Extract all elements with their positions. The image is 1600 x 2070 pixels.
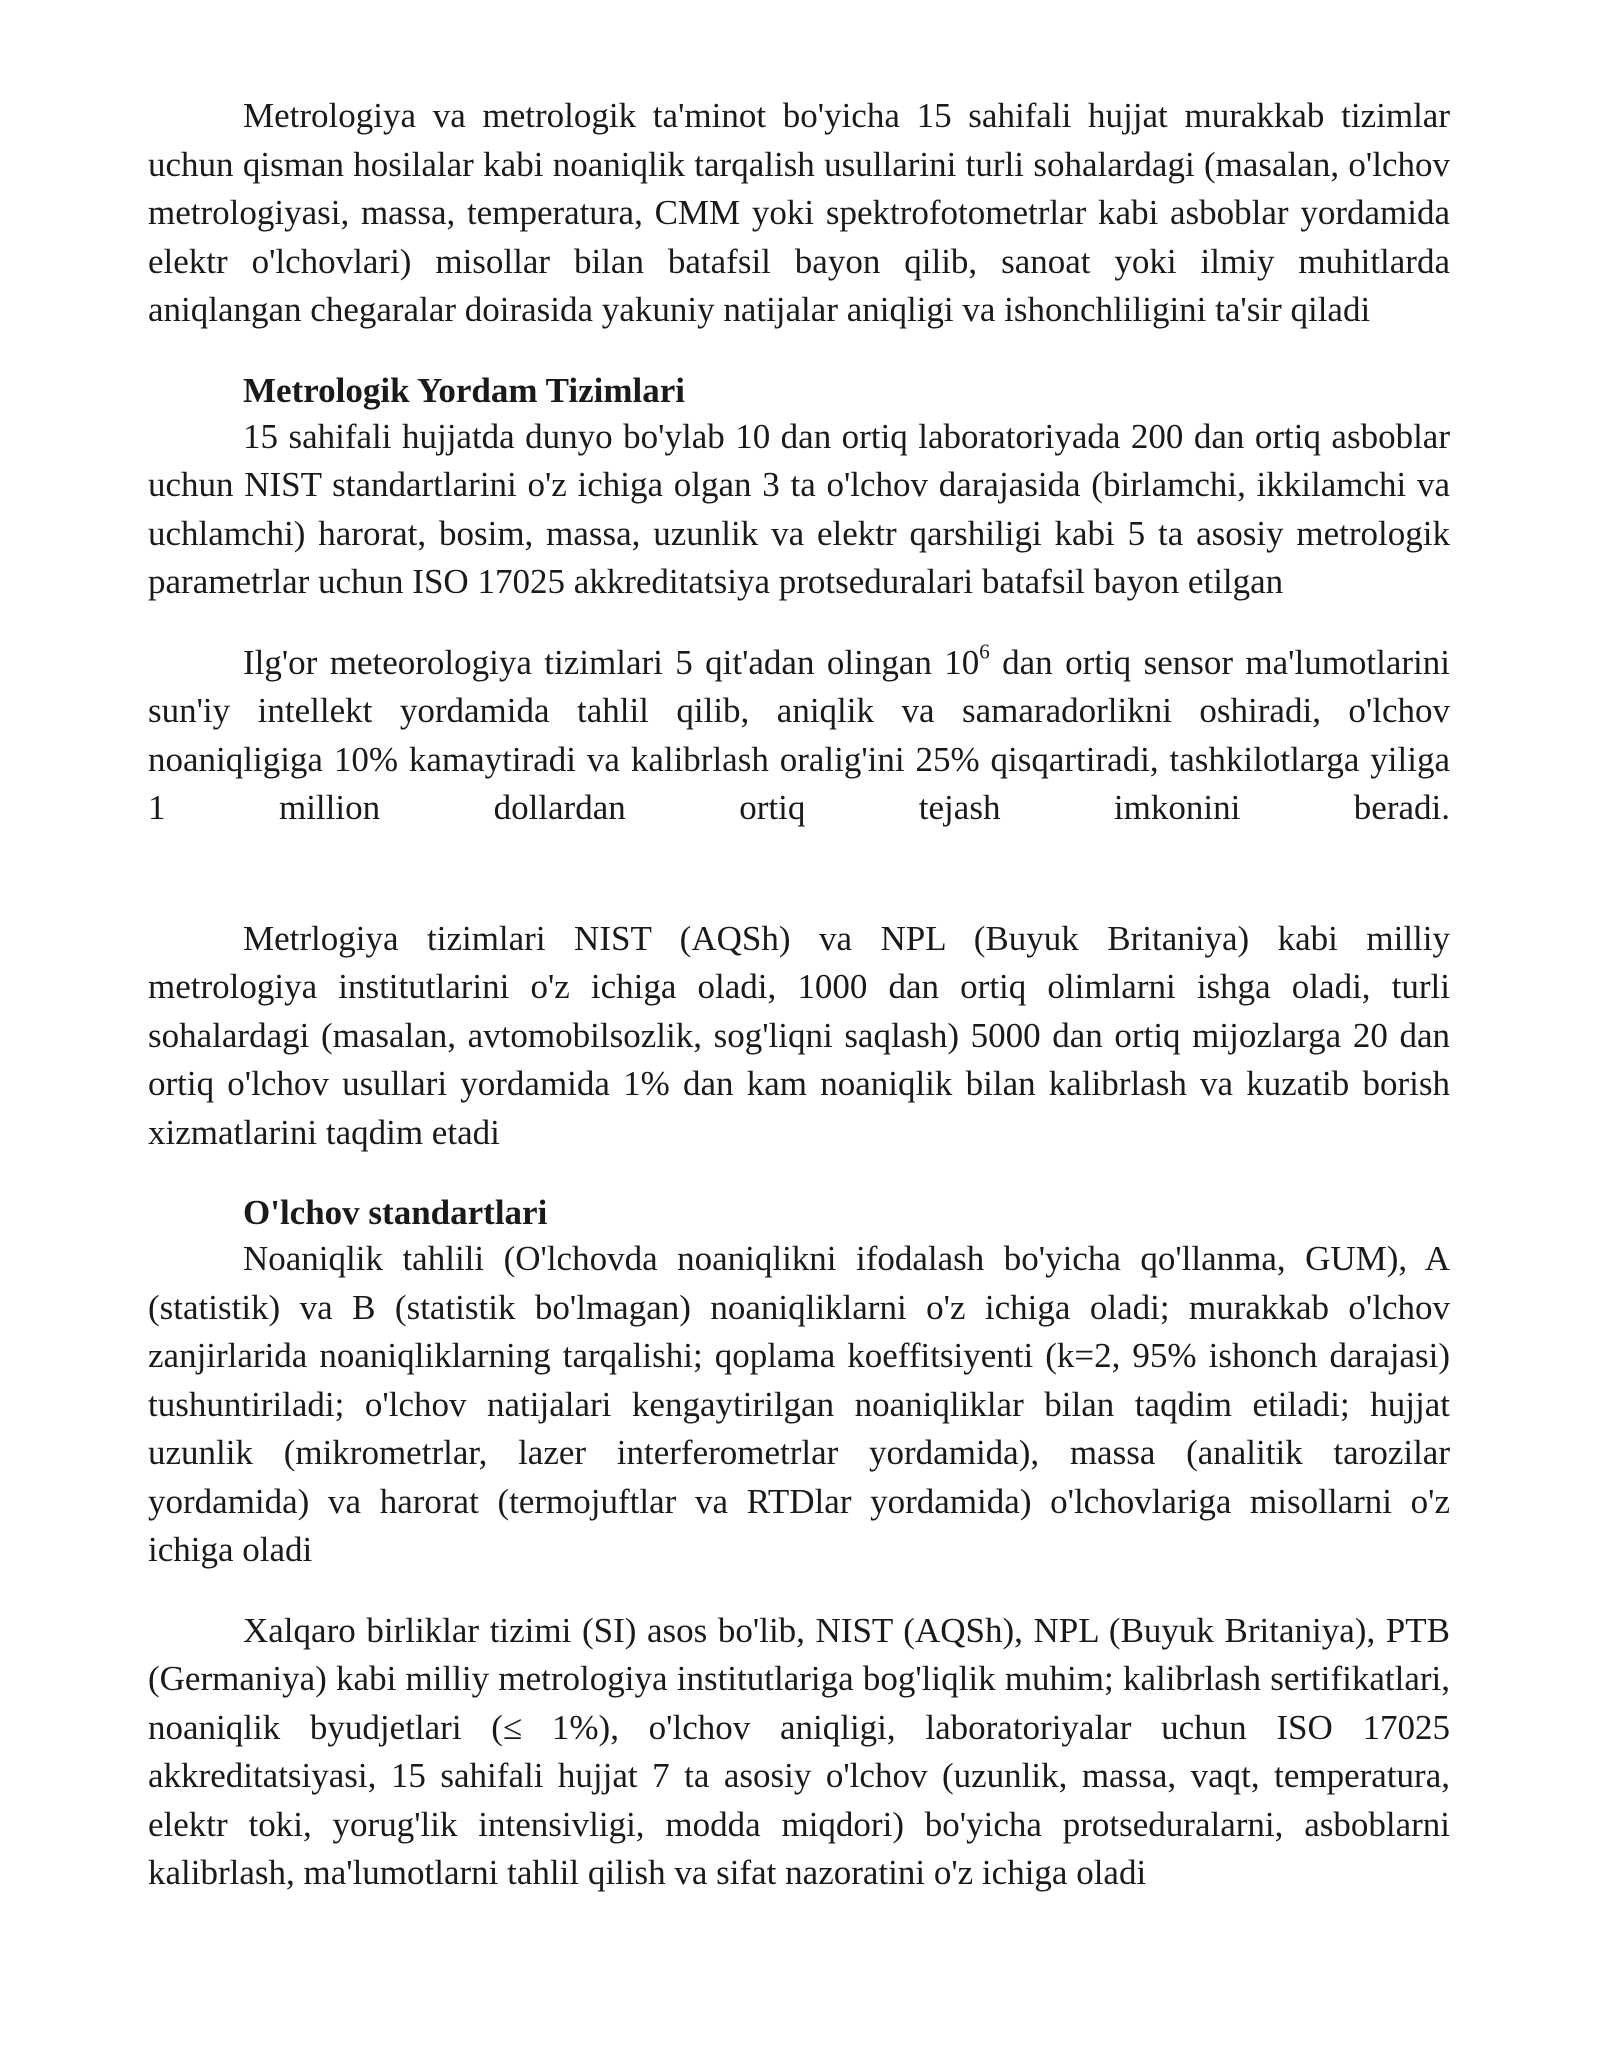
section-heading-olchov-standartlari: O'lchov standartlari — [243, 1193, 548, 1232]
spacer — [148, 833, 1450, 915]
spacer — [148, 1575, 1450, 1607]
paragraph-text: dan ortiq sensor ma'lumotlarini sun'iy intellekt yordamida tahlil qilib, aniqlik va samaradorlikni oshiradi, o'lchov noaniqligiga 10% kamaytiradi va kalibrlash oralig'ini 25% qisqartiradi, tashkilotlarga yiliga 1 million dollardan ortiq tejash imkonini beradi. — [148, 642, 1451, 827]
paragraph-meteorology-systems — [148, 639, 1450, 833]
paragraph-text: Ilg'or meteorologiya tizimlari 5 qit'adan olingan 10 — [243, 642, 980, 682]
spacer — [148, 335, 1450, 369]
paragraph-intro: Metrologiya va metrologik ta'minot bo'yicha 15 sahifali hujjat murakkab tizimlar uchun qisman hosilalar kabi noaniqlik tarqalish usullarini turli sohalardagi (masalan, o'lchov metrologiyasi, massa, temperatura, CMM yoki spektrofotometrlar kabi asboblar yordamida elektr o'lchovlari) misollar bilan batafsil bayon qilib, sanoat yoki ilmiy muhitlarda aniqlangan chegaralar doirasida yakuniy natijalar aniqligi va ishonchliligini ta'sir qiladi — [148, 96, 1450, 329]
superscript-exponent: 6 — [979, 638, 990, 663]
paragraph-uncertainty-analysis: Noaniqlik tahlili (O'lchovda noaniqlikni ifodalash bo'yicha qo'llanma, GUM), A (statistik) va B (statistik bo'lmagan) noaniqliklarni o'z ichiga oladi; murakkab o'lchov zanjirlarida noaniqliklarning tarqalishi; qoplama koeffitsiyenti (k=2, 95% ishonch darajasi) tushuntiriladi; o'lchov natijalari kengaytirilgan noaniqliklar bilan taqdim etiladi; hujjat uzunlik (mikrometrlar, lazer interferometrlar yordamida), massa (analitik tarozilar yordamida) va harorat (termojuftlar va RTDlar yordamida) o'lchovlariga misollarni o'z ichiga oladi — [148, 1239, 1450, 1569]
section-heading-metrologik-yordam: Metrologik Yordam Tizimlari — [243, 370, 685, 410]
paragraph-iso-17025: 15 sahifali hujjatda dunyo bo'ylab 10 dan ortiq laboratoriyada 200 dan ortiq asboblar uchun NIST standartlarini o'z ichiga olgan 3 ta o'lchov darajasida (birlamchi, ikkilamchi va uchlamchi) harorat, bosim, massa, uzunlik va elektr qarshiligi kabi 5 ta asosiy metrologik parametrlar uchun ISO 17025 akkreditatsiya protseduralari batafsil bayon etilgan — [148, 416, 1450, 601]
paragraph-si-system: Xalqaro birliklar tizimi (SI) asos bo'lib, NIST (AQSh), NPL (Buyuk Britaniya), PTB (Germaniya) kabi milliy metrologiya institutlariga bog'liqlik muhim; kalibrlash sertifikatlari, noaniqlik byudjetlari (≤ 1%), o'lchov aniqligi, laboratoriyalar uchun ISO 17025 akkreditatsiyasi, 15 sahifali hujjat 7 ta asosiy o'lchov (uzunlik, massa, vaqt, temperatura, elektr toki, yorug'lik intensivligi, modda miqdori) bo'yicha protseduralarni, asboblarni kalibrlash, ma'lumotlarni tahlil qilish va sifat nazoratini o'z ichiga oladi — [148, 1610, 1450, 1892]
document-page — [148, 92, 1450, 1898]
paragraph-national-institutes: Metrlogiya tizimlari NIST (AQSh) va NPL (Buyuk Britaniya) kabi milliy metrologiya institutlarini o'z ichiga oladi, 1000 dan ortiq olimlarni ishga oladi, turli sohalardagi (masalan, avtomobilsozlik, sog'liqni saqlash) 5000 dan ortiq mijozlarga 20 dan ortiq o'lchov usullari yordamida 1% dan kam noaniqlik bilan kalibrlash va kuzatib borish xizmatlarini taqdim etadi — [148, 918, 1450, 1152]
spacer — [148, 1157, 1450, 1191]
spacer — [148, 607, 1450, 639]
